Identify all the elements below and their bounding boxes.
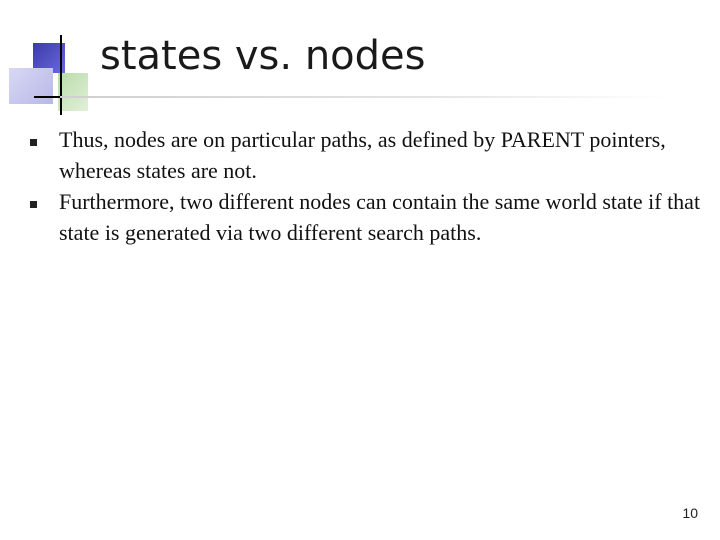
bullet-square-icon (30, 139, 37, 146)
logo-lavender-square (9, 68, 53, 104)
logo-vertical-line (60, 35, 62, 115)
bullet-item (28, 186, 708, 248)
logo-green-square (58, 73, 88, 111)
bullet-text: Thus, nodes are on particular paths, as defined by PARENT pointers, whereas states are not. (59, 127, 666, 183)
bullet-text: Furthermore, two different nodes can contain the same world state if that state is generated via two different search paths. (59, 189, 701, 245)
bullet-square-icon (30, 201, 37, 208)
bullet-item (28, 124, 708, 186)
title-underline (60, 96, 670, 98)
slide-title: states vs. nodes (100, 33, 426, 79)
bullet-list (28, 124, 708, 248)
slide-logo-graphic (0, 0, 110, 120)
page-number: 10 (682, 505, 698, 521)
